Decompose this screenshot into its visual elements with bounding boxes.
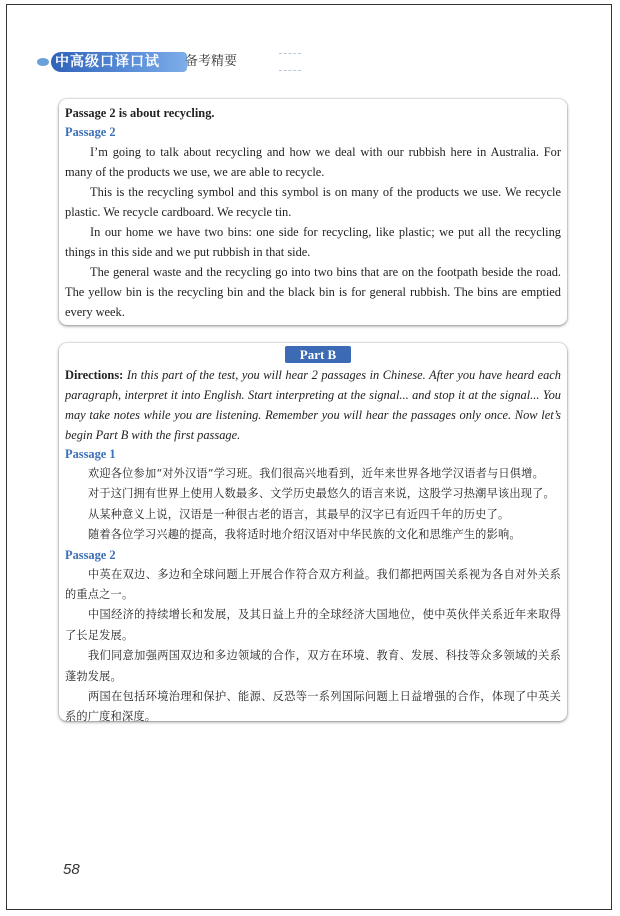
page [6,4,612,910]
passage1-label: Passage 1 [65,447,116,461]
passage2-paragraph: 两国在包括环境治理和保护、能源、反恐等一系列国际问题上日益增强的合作，体现了中英关系的广度和深度。 [65,690,561,724]
passage1-paragraph: 从某种意义上说，汉语是一种很古老的语言，其最早的汉字已有近四千年的历史了。 [88,507,510,521]
header-subtitle: 备考精要 [185,54,238,69]
passage2-paragraph: 我们同意加强两国双边和多边领域的合作，双方在环境、教育、发展、科技等众多领域的关系蓬勃发展。 [65,649,561,683]
box1-paragraph: The general waste and the recycling go into two bins that are on the footpath beside the road. The yellow bin is the recycling bin and the black bin is for general rubbish. The bins are emptied every week. [65,265,561,319]
passage1-paragraph: 对于这门拥有世界上使用人数最多、文学历史最悠久的语言来说，这股学习热潮早该出现了。 [88,487,555,501]
passage2-label: Passage 2 [65,547,116,562]
header-title: 中高级口译口试 [55,54,160,70]
directions-text: In this part of the test, you will hear 2 passages in Chinese. After you have heard each paragraph, interpret it into English. Start interpreting at the signal... and stop it at the signal... You may take notes while you are listening. Remember you will hear the passages only once. Now let’s begin Part B with the first passage. [65,368,562,442]
passage2-paragraph: 中英在双边、多边和全球问题上开展合作符合双方利益。我们都把两国关系视为各自对外关系的重点之一。 [65,567,561,602]
box1-paragraph: In our home we have two bins: one side for recycling, like plastic; we put all the recycling things in this side and we put rubbish in that side. [65,225,561,259]
part-b-title: Part B [285,346,351,363]
directions [65,365,561,445]
page-number: 58 [63,861,80,878]
box1-passage-label: Passage 2 [65,125,116,139]
passage-box-recycling [59,99,567,325]
running-header [33,49,293,75]
box1-paragraph: This is the recycling symbol and this symbol is on many of the products we use. We recycle plastic. We recycle cardboard. We recycle tin. [65,185,561,219]
passage1-paragraph: 随着各位学习兴趣的提高，我将适时地介绍汉语对中华民族的文化和思维产生的影响。 [88,528,521,542]
header-rule [279,53,301,71]
part-b-box [59,343,567,724]
header-bullet-icon [37,58,49,66]
part-b-heading [65,345,561,365]
box1-lead: Passage 2 is about recycling. [65,106,215,120]
directions-label: Directions: [65,368,124,382]
passage1-paragraph: 欢迎各位参加“对外汉语”学习班。我们很高兴地看到，近年来世界各地学汉语者与日俱增。 [88,467,544,480]
box1-paragraph: I’m going to talk about recycling and how we deal with our rubbish here in Australia. For many of the products we use, we are able to recycle. [65,145,561,179]
passage2-paragraph: 中国经济的持续增长和发展，及其日益上升的全球经济大国地位，使中英伙伴关系近年来取得了长足发展。 [65,608,561,642]
